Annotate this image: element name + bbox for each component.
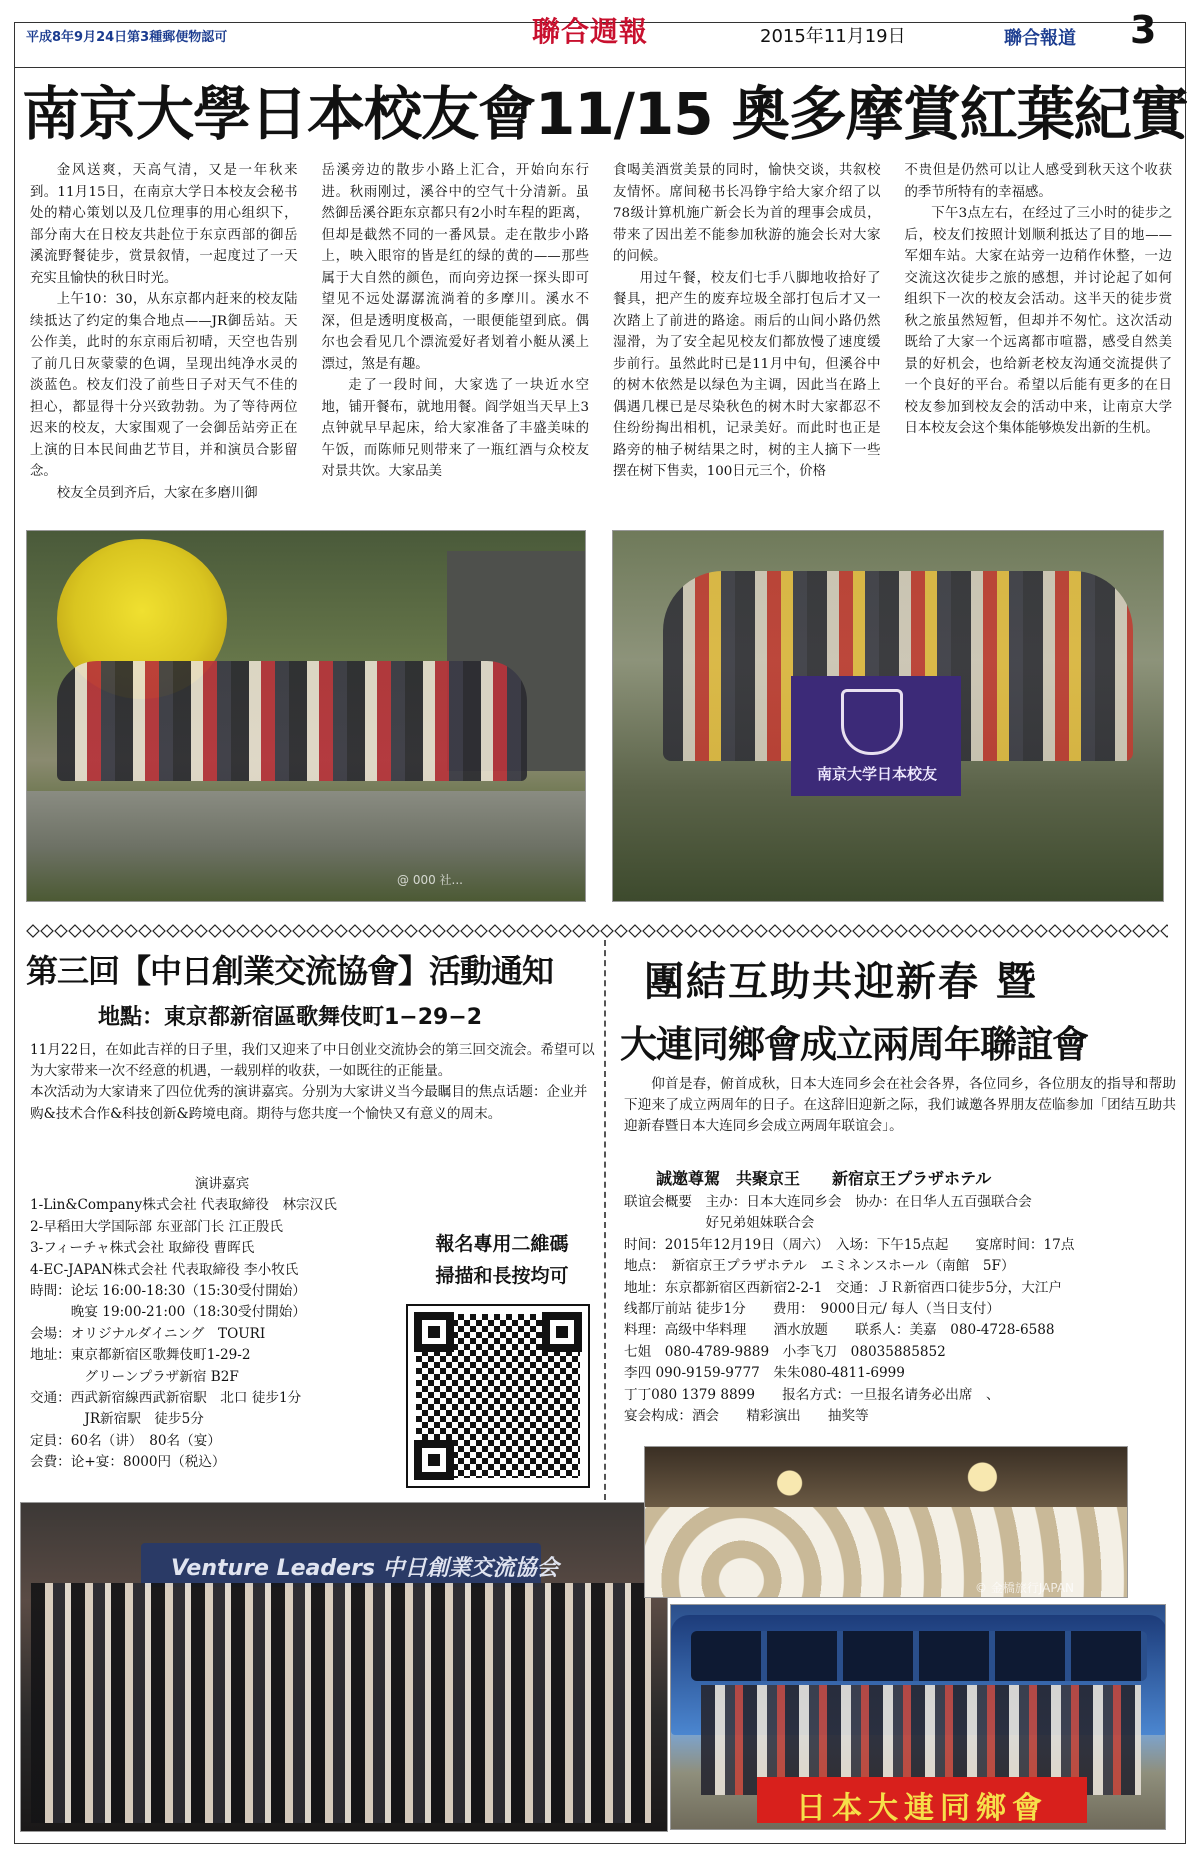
chandelier-lights [645, 1447, 1127, 1507]
info-line: JR新宿駅 徒步5分 [30, 1411, 204, 1428]
postal-permit: 平成8年9月24日第3種郵便物認可 [26, 30, 228, 45]
paragraph: 11月22日，在如此吉祥的日子里，我们又迎来了中日创业交流协会的第三回交流会。希望可以为大家带来一次不经意的机遇，一载别样的收获，一如既往的正能量。 [30, 1042, 595, 1080]
paragraph: 校友全员到齐后，大家在多磨川御 [56, 485, 258, 501]
paragraph: 下午3点左右，在经过了三小时的徒步之后，校友们按照计划顺利抵达了目的地——军畑车站。大家在站旁一边稍作休整，一边交流这次徒步之旅的感想，并讨论起了如何组织下一次的校友会活动。这半天的徒步赏秋之旅虽然短暂，但却并不匆忙。这次活动既给了大家一个远离都市喧嚣，感受自然美景的好机会，也给新老校友沟通交流提供了一个良好的平台。希望以后能有更多的在日校友参加到校友会的活动中来，让南京大学日本校友会这个集体能够焕发出新的生机。 [904, 206, 1172, 436]
photo-watermark: @ 000 社... [397, 873, 463, 887]
qr-caption-line: 掃描和長按均可 [435, 1265, 569, 1287]
event-right-details [624, 1192, 1176, 1427]
speakers-title: 演讲嘉宾 [194, 1176, 250, 1192]
detail-line: 时间：2015年12月19日（周六） 入场：下午15点起 宴席时间：17点 [624, 1236, 1075, 1253]
photo-group-with-flag [612, 530, 1164, 902]
article-body [30, 160, 1172, 510]
issue-date: 2015年11月19日 [760, 26, 906, 47]
event-right-intro [624, 1074, 1176, 1138]
registration-qr-code[interactable] [406, 1304, 590, 1488]
paragraph: 不贵但是仍然可以让人感受到秋天这个收获的季节所特有的幸福感。 [904, 163, 1172, 200]
section-name: 聯合報道 [1004, 28, 1076, 49]
event-left-title: 第三回【中日創業交流協會】活動通知 [26, 952, 554, 990]
info-line: 会場：オリジナルダイニング TOURI [30, 1325, 266, 1342]
event-left-intro [30, 1040, 600, 1125]
detail-line: 宴会构成：酒会 精彩演出 抽奖等 [624, 1408, 869, 1425]
qr-finder-icon [414, 1440, 454, 1480]
paragraph: 金风送爽，天高气清，又是一年秋来到。11月15日，在南京大学日本校友会秘书处的精心策划以及几位理事的用心组织下，部分南大在日校友共赴位于东京西部的御岳溪流野餐徒步，赏景叙情，一起度过了一天充实且愉快的秋日时光。 [30, 163, 298, 286]
riverbank-rocks [27, 791, 585, 901]
article-column-3 [613, 160, 881, 510]
detail-line: 料理：高级中华料理 酒水放题 联系人：美嘉 080-4728-6588 [624, 1322, 1055, 1339]
event-left-details [30, 1174, 414, 1474]
event-right-invite: 誠邀尊駕 共聚京王 新宿京王プラザホテル [656, 1169, 992, 1188]
photo-banquet-hall [644, 1446, 1128, 1598]
main-headline: 南京大學日本校友會11/15 奧多摩賞紅葉紀實 [22, 80, 1188, 148]
detail-line: 李四 090-9159-9777 朱朱080-4811-6999 [624, 1365, 905, 1382]
event-right-title-line-1: 團結互助共迎新春 暨 [644, 959, 1038, 1005]
group-of-people [31, 1583, 651, 1823]
page-number: 3 [1130, 8, 1157, 52]
info-line: 交通：西武新宿線西武新宿駅 北口 徒步1分 [30, 1390, 302, 1407]
paragraph: 食喝美酒赏美景的同时，愉快交谈，共叙校友情怀。席间秘书长冯铮宇给大家介绍了以78级计算机施广新会长为首的理事会成员，带来了因出差不能参加秋游的施会长对大家的问候。 [613, 163, 881, 264]
article-column-4 [905, 160, 1173, 510]
article-column-1 [30, 160, 298, 510]
qr-finder-icon [414, 1312, 454, 1352]
photo-venture-leaders-group [20, 1502, 668, 1832]
speaker-item: 1-Lin&Company株式会社 代表取締役 林宗汉氏 [30, 1197, 337, 1214]
paragraph: 用过午餐，校友们七手八脚地收拾好了餐具，把产生的废弃垃圾全部打包后才又一次踏上了前进的路途。雨后的山间小路仍然湿滑，为了安全起见校友们都放慢了速度缓步前行。虽然此时已是11月中旬，但溪谷中的树木依然是以绿色为主调，因此当在路上偶遇几棵已是尽染秋色的树木时大家都忍不住纷纷掏出相机，记录美好。而此时也正是路旁的柚子树结果之时，树的主人摘下一些摆在树下售卖，100日元三个，价格 [613, 270, 881, 479]
paragraph: 本次活动为大家请来了四位优秀的演讲嘉宾。分别为大家讲义当今最瞩目的焦点话题：企业并购&技术合作&科技创新&跨境电商。期待与您共度一个愉快又有意义的周末。 [30, 1084, 588, 1122]
info-line: 会費：论+宴：8000円（税込） [30, 1454, 226, 1471]
detail-line: 线都厅前站 徒步1分 费用： 9000日元/ 每人（当日支付） [624, 1301, 1000, 1318]
red-banner-text: 日本大連同鄉會 [796, 1791, 1048, 1826]
newspaper-logo: 聯合週報 [532, 15, 649, 48]
article-column-2 [322, 160, 590, 510]
qr-caption-line: 報名專用二維碼 [435, 1233, 569, 1255]
qr-finder-icon [542, 1312, 582, 1352]
info-line: 晚宴 19:00-21:00（18:30受付開始） [30, 1304, 306, 1321]
speaker-item: 3-フィーチャ株式会社 取締役 曹晖氏 [30, 1240, 255, 1257]
flag-caption: 南京大学日本校友 [816, 765, 937, 783]
detail-line: 七姐 080-4789-9889 小李飞刀 08035885852 [624, 1343, 946, 1360]
speaker-item: 4-EC-JAPAN株式会社 代表取締役 李小牧氏 [30, 1261, 299, 1278]
qr-caption [408, 1228, 596, 1292]
detail-line: 地址：东京都新宿区西新宿2-2-1 交通：ＪＲ新宿西口徒步5分，大江户 [624, 1279, 1062, 1296]
detail-line: 联谊会概要 主办：日本大连同乡会 协办：在日华人五百强联合会 [624, 1194, 1032, 1210]
detail-line: 丁丁080 1379 8899 报名方式：一旦报名请务必出席 、 [624, 1386, 1000, 1403]
info-line: 定員：60名（讲） 80名（宴） [30, 1432, 221, 1449]
speaker-item: 2-早稻田大学国际部 东亚部门长 江正殷氏 [30, 1218, 283, 1235]
diamond-divider [26, 924, 1168, 938]
paragraph: 上午10：30，从东京都内赶来的校友陆续抵达了约定的集合地点——JR御岳站。天公作美，此时的东京雨后初晴，天空也告别了前几日灰蒙蒙的色调，呈现出纯净水灵的淡蓝色。校友们没了前些日子对天气不佳的担心，都显得十分兴致勃勃。为了等待两位迟来的校友，大家围观了一会御岳站旁正在上演的日本民间曲艺节目，并和演员合影留念。 [30, 292, 298, 479]
paragraph: 走了一段时间，大家选了一块近水空地，铺开餐布，就地用餐。阎学姐当天早上3点钟就早早起床，给大家准备了丰盛美味的午饭，而陈师兄则带来了一瓶红酒与众校友对景共饮。大家品美 [321, 378, 589, 479]
paragraph: 仰首是春，俯首成秋，日本大连同乡会在社会各界，各位同乡，各位朋友的指导和帮助下迎来了成立两周年的日子。在这辞旧迎新之际，我们诚邀各界朋友莅临参加「团结互助共迎新春暨日本大连同乡会成立两周年联谊会」。 [624, 1076, 1176, 1135]
detail-line: 地点： 新宿京王プラザホテル エミネンスホール（南館 5F） [624, 1258, 1015, 1275]
detail-line: 好兄弟姐妹联合会 [624, 1215, 815, 1232]
event-right-title-line-2: 大連同鄉會成立兩周年聯誼會 [620, 1023, 1088, 1066]
info-line: 地址：東京都新宿区歌舞伎町1-29-2 [30, 1347, 251, 1364]
event-banner-text: Venture Leaders 中日創業交流協会 [171, 1556, 559, 1581]
bus-windows [691, 1631, 1147, 1681]
info-line: 時間：论坛 16:00-18:30（15:30受付開始） [30, 1283, 306, 1300]
photo-watermark: © 金橋旅行JAPAN [975, 1581, 1075, 1595]
column-divider [604, 940, 606, 1500]
photo-bus-group [670, 1604, 1166, 1830]
event-left-location: 地點：東京都新宿區歌舞伎町1−29−2 [98, 1005, 483, 1030]
university-seal-icon [841, 689, 903, 755]
photo-group-autumn-tree [26, 530, 586, 902]
info-line: グリーンプラザ新宿 B2F [30, 1368, 239, 1385]
paragraph: 岳溪旁边的散步小路上汇合，开始向东行进。秋雨刚过，溪谷中的空气十分清新。虽然御岳溪谷距东京都只有2小时车程的距离，但却是截然不同的一番风景。走在散步小路上，映入眼帘的皆是红的绿的黄的——那些属于大自然的颜色，而向旁边探一探头即可望见不远处潺潺流淌着的多摩川。溪水不深，但是透明度极高，一眼便能望到底。偶尔也会看见几个漂流爱好者划着小艇从溪上漂过，煞是有趣。 [321, 163, 589, 372]
group-of-people [57, 661, 527, 781]
